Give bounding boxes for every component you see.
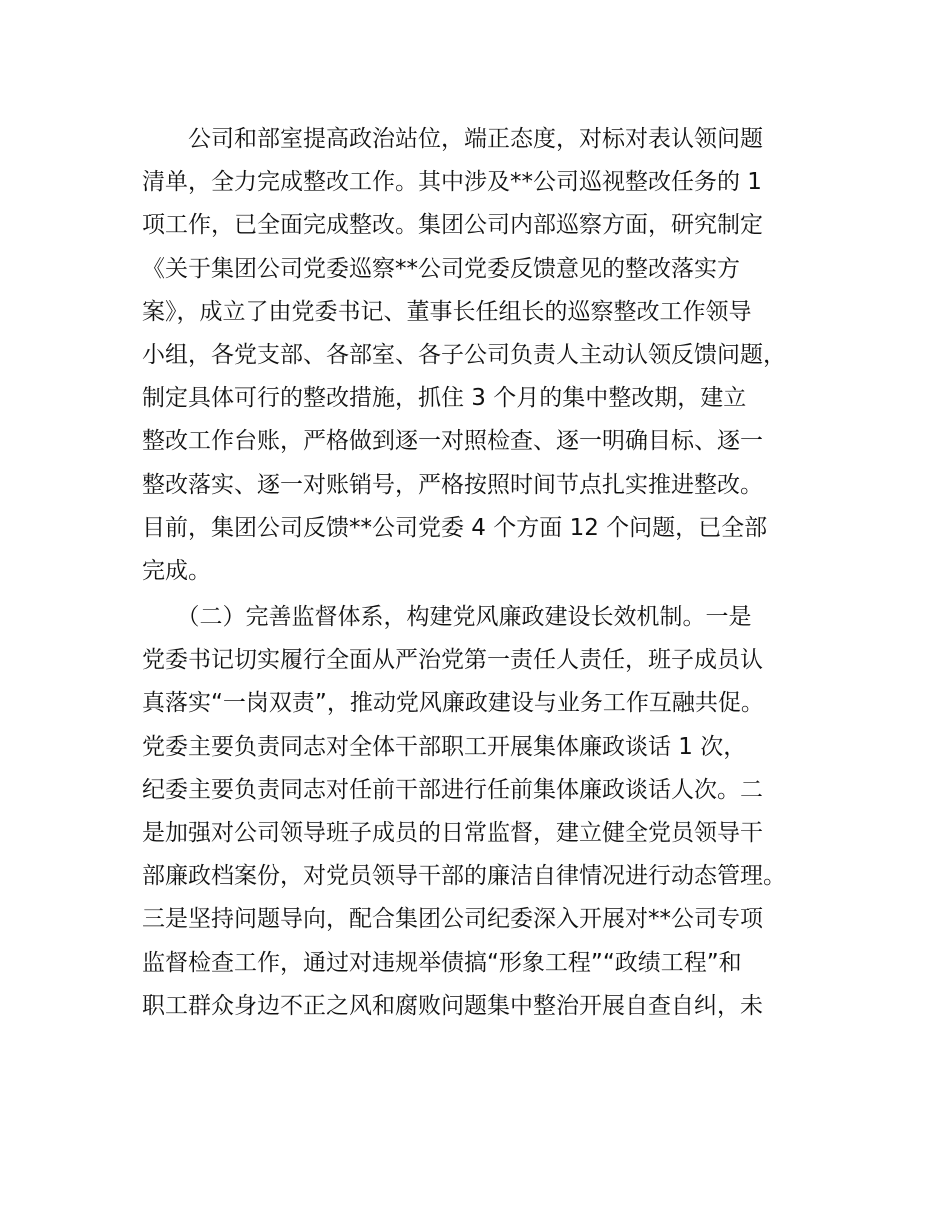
text-line: 是加强对公司领导班子成员的日常监督，建立健全党员领导干 bbox=[142, 820, 763, 846]
text-line: 案》，成立了由党委书记、董事长任组长的巡察整改工作领导 bbox=[142, 298, 752, 325]
text-line: 小组，各党支部、各部室、各子公司负责人主动认领反馈问题， bbox=[142, 341, 786, 368]
text-line: 清单，全力完成整改工作。其中涉及**公司巡视整改任务的 1 bbox=[142, 169, 762, 196]
paragraph-1 bbox=[142, 118, 832, 593]
text-line: 纪委主要负责同志对任前干部进行任前集体廉政谈话人次。二 bbox=[142, 776, 763, 803]
text-line: 党委书记切实履行全面从严治党第一责任人责任，班子成员认 bbox=[142, 647, 763, 674]
text-line: 制定具体可行的整改措施，抓住 3 个月的集中整改期，建立 bbox=[142, 385, 747, 412]
document-body bbox=[142, 118, 832, 1028]
text-line: 目前，集团公司反馈**公司党委 4 个方面 12 个问题，已全部 bbox=[142, 514, 768, 541]
text-line: 部廉政档案份，对党员领导干部的廉洁自律情况进行动态管理。 bbox=[142, 863, 786, 890]
text-line: （二）完善监督体系，构建党风廉政建设长效机制。一是 bbox=[142, 604, 752, 631]
text-line: 完成。 bbox=[142, 557, 211, 584]
text-line: 真落实“一岗双责”，推动党风廉政建设与业务工作互融共促。 bbox=[142, 690, 764, 717]
text-line: 项工作，已全面完成整改。集团公司内部巡察方面，研究制定 bbox=[142, 212, 763, 239]
text-line: 党委主要负责同志对全体干部职工开展集体廉政谈话 1 次， bbox=[142, 733, 747, 760]
text-line: 公司和部室提高政治站位，端正态度，对标对表认领问题 bbox=[142, 126, 763, 152]
text-line: 整改落实、逐一对账销号，严格按照时间节点扎实推进整改。 bbox=[142, 471, 763, 498]
text-line: 职工群众身边不正之风和腐败问题集中整治开展自查自纠，未 bbox=[142, 992, 763, 1019]
text-line: 监督检查工作，通过对违规举债搞“形象工程”“政绩工程”和 bbox=[142, 949, 742, 976]
paragraph-2 bbox=[142, 596, 832, 1028]
text-line: 三是坚持问题导向，配合集团公司纪委深入开展对**公司专项 bbox=[142, 906, 763, 933]
text-line: 整改工作台账，严格做到逐一对照检查、逐一明确目标、逐一 bbox=[142, 428, 763, 455]
text-line: 《关于集团公司党委巡察**公司党委反馈意见的整改落实方 bbox=[142, 255, 740, 282]
